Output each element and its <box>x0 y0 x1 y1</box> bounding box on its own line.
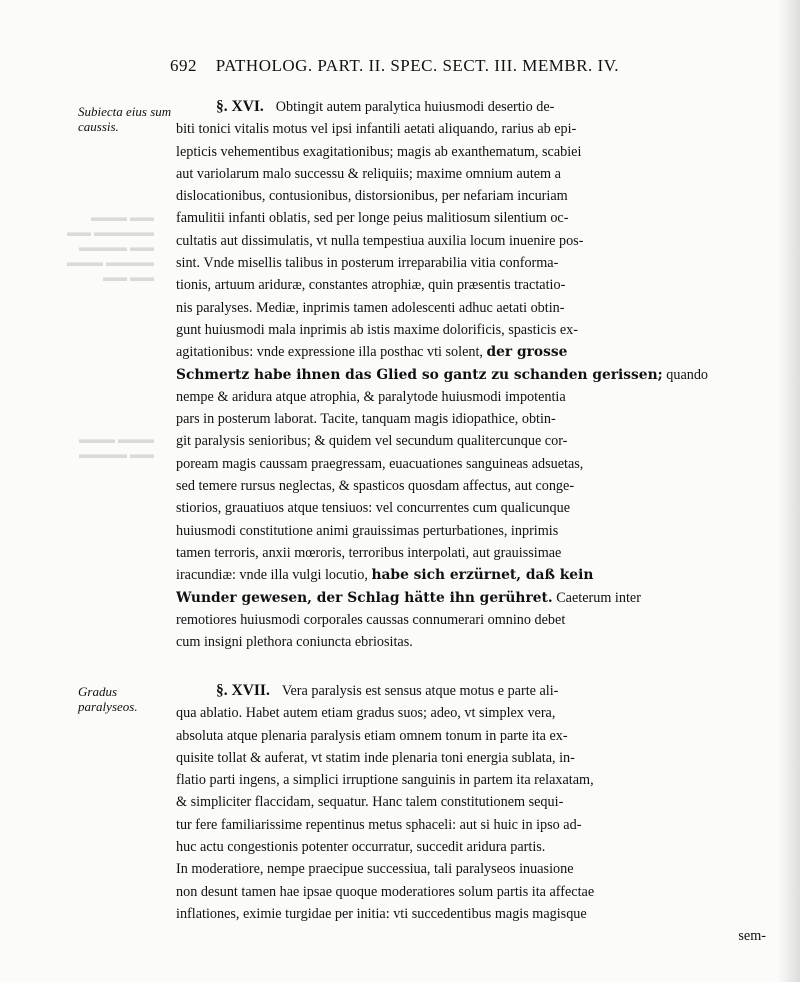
text-line: In moderatiore, nempe praecipue successiua, tali paralyseos inuasione <box>176 861 574 878</box>
text-line: cum insigni plethora coniuncta ebriositas. <box>176 634 413 651</box>
section-16 <box>176 96 766 653</box>
text-line: famulitii infanti oblatis, sed per longe peius malitiosum silentium oc- <box>176 210 569 227</box>
text-line: tur fere familiarissime repentinus metus sphaceli: aut si huic in ipso ad- <box>176 816 582 833</box>
margin-note-1: Subiecta eius sum caussis. <box>78 104 172 134</box>
text-line: sed temere rursus neglectas, & spasticos quosdam affectus, aut conge- <box>176 478 575 495</box>
running-title: PATHOLOG. PART. II. SPEC. SECT. III. MEMBR. IV. <box>215 56 620 75</box>
gothic-phrase: der grosse <box>486 344 568 361</box>
gothic-phrase: Wunder gewesen, der Schlag hätte ihn gerühret. <box>176 589 553 606</box>
text-line: lepticis vehementibus exagitationibus; magis ab exanthematum, scabiei <box>176 143 582 160</box>
text-line: aut variolarum malo successu & reliquiis; maxime omnium autem a <box>176 165 561 182</box>
text-line: tamen terroris, anxii mœroris, terroribus interpolati, aut grauissimae <box>176 544 562 561</box>
text-line: huc actu congestionis potenter occurratur, succedit aridura partis. <box>176 839 546 856</box>
catchword-line <box>176 925 766 947</box>
text-line: dislocationibus, contusionibus, distorsionibus, per nefariam incuriam <box>176 188 568 205</box>
text-line: git paralysis senioribus; & quidem vel secundum qualitercunque cor- <box>176 433 568 450</box>
text-line: biti tonici vitalis motus vel ipsi infantili aetati aliquando, rarius ab epi- <box>176 121 577 138</box>
text-line: absoluta atque plenaria paralysis etiam omnem tonum in parte ita ex- <box>176 727 568 744</box>
running-header <box>170 56 770 76</box>
text-line: pars in posterum laborat. Tacite, tanquam magis idiopathice, obtin- <box>176 411 556 428</box>
text-line: §. XVI. Obtingit autem paralytica huiusmodi desertio de- <box>216 98 555 115</box>
text-line: Schmertz habe ihnen das Glied so gantz zu schanden gerissen; quando <box>176 366 709 383</box>
margin-note-2: Gradus paralyseos. <box>78 684 138 714</box>
bleed-through-1: ▬▬ ▬▬▬ ▬▬▬▬▬ ▬▬ ▬▬ ▬▬▬▬ ▬▬▬▬ ▬▬▬ ▬▬ ▬▬ <box>67 210 154 284</box>
text-line: non desunt tamen hae ipsae quoque moderatiores solum partis ita affectae <box>176 883 595 900</box>
text-line: tionis, artuum ariduræ, constantes atrophiæ, quin præsentis tractatio- <box>176 277 566 294</box>
text-line: cultatis aut dissimulatis, vt nulla tempestiua auxilia locum inuenire pos- <box>176 232 584 249</box>
gothic-phrase: Schmertz habe ihnen das Glied so gantz zu schanden gerissen; <box>176 366 663 383</box>
gothic-phrase: habe sich erzürnet, daß kein <box>371 567 594 584</box>
text-line: iracundiæ: vnde illa vulgi locutio, habe sich erzürnet, daß kein <box>176 567 594 584</box>
text-line: & simpliciter flaccidam, sequatur. Hanc talem constitutionem sequi- <box>176 794 564 811</box>
text-line: remotiores huiusmodi corporales caussas connumerari omnino debet <box>176 611 566 628</box>
text-line: poream magis caussam praegressam, euacuationes sanguineas adsuetas, <box>176 455 584 472</box>
text-line: nempe & aridura atque atrophia, & paralytode huiusmodi impotentia <box>176 388 566 405</box>
text-line: qua ablatio. Habet autem etiam gradus suos; adeo, vt simplex vera, <box>176 705 556 722</box>
bleed-through-2: ▬▬▬ ▬▬▬ ▬▬ ▬▬▬▬ <box>79 432 154 461</box>
text-line: huiusmodi constitutione animi grauissimas perturbationes, inprimis <box>176 522 559 539</box>
text-line: agitationibus: vnde expressione illa posthac vti solent, der grosse <box>176 344 568 361</box>
catchword: sem- <box>738 928 766 945</box>
text-line: §. XVII. Vera paralysis est sensus atque motus e parte ali- <box>216 682 559 699</box>
section-label: §. XVII. <box>216 682 270 699</box>
page-number: 692 <box>170 56 197 75</box>
section-17 <box>176 680 766 948</box>
text-line: sint. Vnde misellis talibus in posterum irreparabilia vitia conforma- <box>176 255 559 272</box>
text-line: gunt huiusmodi mala inprimis ab istis maxime dolorificis, spasticis ex- <box>176 321 578 338</box>
text-line: flatio parti ingens, a simplici irruptione sanguinis in partem ita relaxatam, <box>176 772 594 789</box>
text-line: stiorios, grauatiuos atque tensiuos: vel concurrentes cum qualicunque <box>176 500 570 517</box>
text-line: Wunder gewesen, der Schlag hätte ihn gerühret. Caeterum inter <box>176 589 641 606</box>
text-line: nis paralyses. Mediæ, inprimis tamen adolescenti adhuc aetati obtin- <box>176 299 565 316</box>
page-edge-shadow <box>778 0 800 982</box>
text-line: quisite tollat & auferat, vt statim inde plenaria toni energia sublata, in- <box>176 749 575 766</box>
section-label: §. XVI. <box>216 98 264 115</box>
text-line: inflationes, eximie turgidae per initia: vti succedentibus magis magisque <box>176 905 587 922</box>
